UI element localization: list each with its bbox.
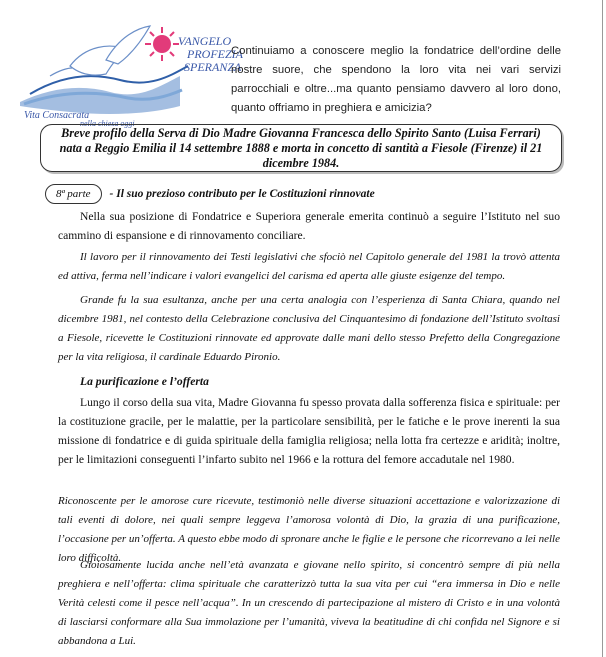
title-box bbox=[40, 124, 562, 172]
intro-text: Continuiamo a conoscere meglio la fondatrice dell’ordine delle nostre suore, che spendono la loro vita nei vari servizi parrocchiali e oltre...ma quanto pensiamo davvero al loro dono, quanto offriamo in preghiera e amicizia? bbox=[231, 45, 561, 114]
logo-line-1: VANGELO bbox=[178, 34, 232, 48]
article-title: Breve profilo della Serva di Dio Madre Giovanna Francesca dello Spirito Santo (Luisa Ferrari) nata a Reggio Emilia il 14 settembre 1888 e morta in concetto di santità a Fiesole (Firenze) il 21 dicembre 1984. bbox=[59, 125, 543, 170]
page-edge bbox=[602, 0, 603, 657]
paragraph-2-text: Il lavoro per il rinnovamento dei Testi legislativi che sfociò nel Capitolo generale del 1981 la trovò attenta ed attiva, ferma nell’indicare i valori evangelici del carisma ed aperta alle giuste esigenze del tempo. bbox=[58, 251, 560, 282]
paragraph-3 bbox=[58, 291, 560, 367]
section-heading bbox=[58, 372, 560, 391]
part-header bbox=[45, 184, 375, 206]
paragraph-5-text: Riconoscente per le amorose cure ricevute, testimoniò nelle diverse situazioni accettazione e valorizzazione di tali eventi di dolore, nei quali sempre leggeva l’amorosa volontà di Dio, la grazia di una purificazione, l’occasione per un’offerta. A questo ebbe modo di spronare anche le figlie e le persone che ricorrevano a lei nelle loro difficoltà. bbox=[58, 495, 560, 564]
paragraph-6 bbox=[58, 556, 560, 651]
paragraph-4-text: Lungo il corso della sua vita, Madre Giovanna fu spesso provata dalla sofferenza fisica e spirituale: per la costituzione gracile, per le malattie, per la particolare sensibilità, per le fatiche e le prove inerenti la sua missione di fondatrice e di guida spirituale della famiglia religiosa; nella lotta fra certezze e aridità; inoltre, per le limitazioni conseguenti l’infarto subito nel 1966 e la rottura del femore accadutale nel 1980. bbox=[58, 396, 560, 466]
vangelo-profezia-speranza-logo bbox=[10, 6, 243, 130]
paragraph-2 bbox=[58, 248, 560, 286]
paragraph-4 bbox=[58, 393, 560, 469]
part-heading: - Il suo prezioso contributo per le Costituzioni rinnovate bbox=[109, 188, 375, 200]
logo-tagline-2: nella chiesa oggi bbox=[80, 119, 135, 128]
paragraph-3-text: Grande fu la sua esultanza, anche per una certa analogia con l’esperienza di Santa Chiara, quando nel dicembre 1981, nel contesto della Celebrazione conclusiva del Cinquantesimo di fondazione dell’Istituto svoltasi a Fiesole, ricevette le Costituzioni rinnovate ed approvate dalle mani dello stesso Prefetto della Congregazione per la vita religiosa, il cardinale Eduardo Pironio. bbox=[58, 294, 560, 363]
logo-line-2: PROFEZIA bbox=[187, 47, 243, 61]
paragraph-1-text: Nella sua posizione di Fondatrice e Superiora generale emerita continuò a seguire l’Istituto nel suo cammino di espansione e di rinnovamento conciliare. bbox=[58, 210, 560, 242]
part-badge: 8ª parte bbox=[45, 184, 102, 204]
logo-line-3: SPERANZA bbox=[184, 60, 242, 74]
logo-tagline-1: Vita Consacrata bbox=[24, 110, 90, 121]
paragraph-6-text: Gioiosamente lucida anche nell’età avanzata e giovane nello spirito, si concentrò sempre di più nella preghiera e nell’offerta: clima spirituale che caratterizzò tutta la sua vita per cui “era immersa in Dio e nelle Verità celesti come il pesce nell’acqua”. In un crescendo di partecipazione al mistero di Cristo e in una volontà di lasciarsi conformare alla Sua immolazione per l’umanità, viveva la beatitudine di chi confida nel Signore e si abbandona a Lui. bbox=[58, 559, 560, 647]
section-heading-text: La purificazione e l’offerta bbox=[80, 375, 209, 388]
paragraph-1 bbox=[58, 207, 560, 245]
